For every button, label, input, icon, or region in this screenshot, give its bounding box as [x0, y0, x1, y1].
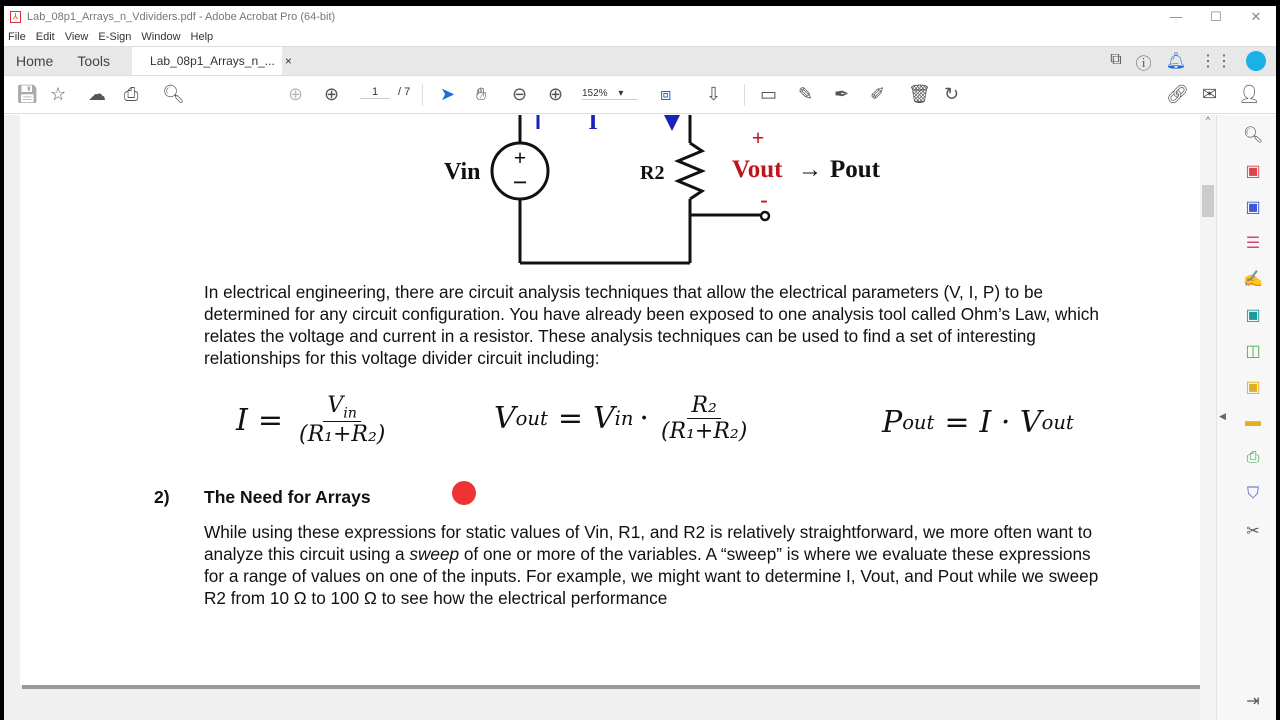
tab-home[interactable]: Home — [16, 53, 54, 69]
menu-edit[interactable]: Edit — [35, 31, 55, 43]
combine-files-icon[interactable]: ▣ — [1245, 379, 1261, 396]
page-total: / 7 — [398, 86, 411, 98]
vertical-scrollbar[interactable]: ^ — [1200, 115, 1216, 720]
menu-help[interactable]: Help — [190, 31, 214, 43]
arrays-paragraph: While using these expressions for static values of Vin, R1, and R2 is relatively straightforward, we more often want to analyze this circuit using a sweep of one or more of the variables. A “sweep” is where we evaluate these expressions for a range of values on one of the inputs. For example, we might want to determine I, Vout, and Pout while we sweep R2 from 10 Ω to 100 Ω to see how the electrical performance — [204, 522, 1099, 608]
pdf-icon: ⅄ — [10, 11, 21, 23]
zoom-out-icon[interactable]: ⊖ — [512, 84, 528, 104]
maximize-button[interactable]: ☐ — [1210, 9, 1222, 24]
section-number: 2) — [154, 487, 170, 507]
search-icon[interactable]: 🔍︎ — [162, 84, 185, 104]
comment-tool-icon[interactable]: ▬ — [1245, 413, 1261, 430]
save-icon[interactable]: 💾︎ — [16, 84, 39, 104]
menu-file[interactable]: File — [8, 31, 26, 43]
source-plus: + — [513, 145, 527, 170]
print-icon[interactable]: ⎙ — [124, 84, 139, 104]
fill-sign-icon[interactable]: ✍ — [1243, 271, 1263, 288]
scroll-mode-icon[interactable]: ⇩ — [706, 84, 722, 104]
toolbar — [4, 76, 1276, 114]
rotate-icon[interactable]: ↻ — [944, 84, 960, 104]
tab-tools[interactable]: Tools — [77, 53, 111, 69]
highlight-pen-icon[interactable]: ✎ — [798, 84, 814, 104]
upload-cloud-icon[interactable]: ☁ — [88, 84, 106, 104]
help-icon[interactable]: ⓘ — [1135, 56, 1152, 73]
window-title: Lab_08p1_Arrays_n_Vdividers.pdf - Adobe Acrobat Pro (64-bit) — [27, 11, 336, 23]
vout-plus: + — [751, 125, 765, 150]
bookmark-star-icon[interactable]: ☆ — [50, 84, 67, 104]
add-user-icon[interactable]: 👤︎ — [1238, 84, 1261, 104]
menu-bar — [4, 28, 1276, 46]
close-button[interactable]: ✕ — [1250, 9, 1262, 24]
equation-current: I = $\frac{V_{in}}{\text{(R₁+R₂)}}$ — [236, 393, 386, 448]
next-page-icon[interactable]: ⊕ — [324, 84, 340, 104]
edit-pdf-tool-icon[interactable]: ☰ — [1245, 235, 1261, 252]
avatar[interactable] — [1246, 51, 1266, 71]
title-bar — [4, 6, 1276, 28]
minimize-button[interactable]: — — [1169, 9, 1183, 24]
enhance-scan-icon[interactable]: 🔍︎ — [1243, 127, 1264, 144]
equation-pout: P out = I · V out — [882, 405, 1074, 440]
tab-close-icon[interactable]: × — [284, 54, 292, 68]
notification-bell-icon[interactable]: 🔔︎ — [1165, 53, 1186, 70]
fit-page-icon[interactable]: ⧈ — [660, 84, 672, 104]
current-label: I — [588, 115, 598, 135]
organize-pages-icon[interactable]: ◫ — [1245, 343, 1261, 360]
page-number-input[interactable]: 1 — [360, 86, 390, 99]
share-link-icon[interactable]: 🔗︎ — [1166, 84, 1189, 104]
edit-pdf-icon[interactable]: ✐ — [870, 84, 886, 104]
hand-tool-icon[interactable]: ✋︎ — [476, 84, 487, 104]
protect-shield-icon[interactable]: ⛉ — [1246, 485, 1259, 502]
tools-pane — [1216, 115, 1276, 720]
select-pointer-icon[interactable]: ➤ — [440, 84, 456, 104]
pdf-page — [20, 115, 1200, 685]
mouse-cursor-highlight — [452, 481, 476, 505]
tab-bar — [4, 46, 1276, 76]
send-for-review-icon[interactable]: ▣ — [1245, 307, 1261, 324]
acrobat-window — [4, 6, 1276, 720]
arrow: → — [798, 157, 822, 183]
delete-trash-icon[interactable]: 🗑︎ — [908, 84, 931, 104]
page-border — [22, 685, 1200, 689]
tab-document-label: Lab_08p1_Arrays_n_... — [150, 54, 275, 68]
apps-grid-icon[interactable]: ⋮⋮ — [1200, 53, 1232, 70]
more-tools-icon[interactable]: ✂ — [1246, 523, 1260, 540]
previous-page-icon[interactable]: ⊕ — [288, 84, 304, 104]
vout-label: Vout — [732, 156, 783, 183]
zoom-level: 152% — [582, 88, 608, 99]
vin-label: Vin — [444, 159, 481, 185]
tab-document[interactable] — [132, 47, 292, 75]
expand-pane-icon[interactable]: ⇥ — [1246, 693, 1260, 710]
intro-paragraph: In electrical engineering, there are circuit analysis techniques that allow the electrical parameters (V, I, P) to be determined for any circuit configuration. You have already been exposed to one analysis tool called Ohm’s Law, which relates the voltage and current in a resistor. These analysis techniques can be used to find a set of interesting relationships for this voltage divider circuit including: — [204, 282, 1099, 368]
section-title: The Need for Arrays — [204, 487, 371, 507]
equation-vout: V out = V in · $\frac{\text{R₂}}{\text{(R₁+R₂)}}$ — [494, 393, 748, 444]
scrollbar-thumb[interactable] — [1202, 185, 1214, 217]
menu-view[interactable]: View — [64, 31, 89, 43]
pout-label: Pout — [830, 156, 880, 183]
document-view[interactable] — [4, 115, 1200, 720]
voltage-divider-circuit — [20, 115, 1200, 275]
print-production-icon[interactable]: ⎙ — [1246, 449, 1260, 466]
source-minus: − — [512, 168, 528, 197]
zoom-level-select[interactable]: 152% ▾ — [582, 88, 638, 100]
vout-minus: - — [760, 187, 768, 212]
export-pdf-icon[interactable]: ▣ — [1245, 199, 1261, 216]
comment-icon[interactable]: ▭ — [760, 84, 778, 104]
share-feedback-icon[interactable]: ⧉ — [1110, 51, 1122, 68]
zoom-in-icon[interactable]: ⊕ — [548, 84, 564, 104]
r2-label: R2 — [640, 162, 665, 184]
create-pdf-icon[interactable]: ▣ — [1245, 163, 1261, 180]
menu-window[interactable]: Window — [141, 31, 181, 43]
sign-icon[interactable]: ✒ — [834, 84, 850, 104]
collapse-arrow-icon[interactable]: ◀ — [1219, 411, 1226, 421]
menu-esign[interactable]: E-Sign — [98, 31, 132, 43]
email-icon[interactable]: ✉ — [1202, 84, 1218, 104]
